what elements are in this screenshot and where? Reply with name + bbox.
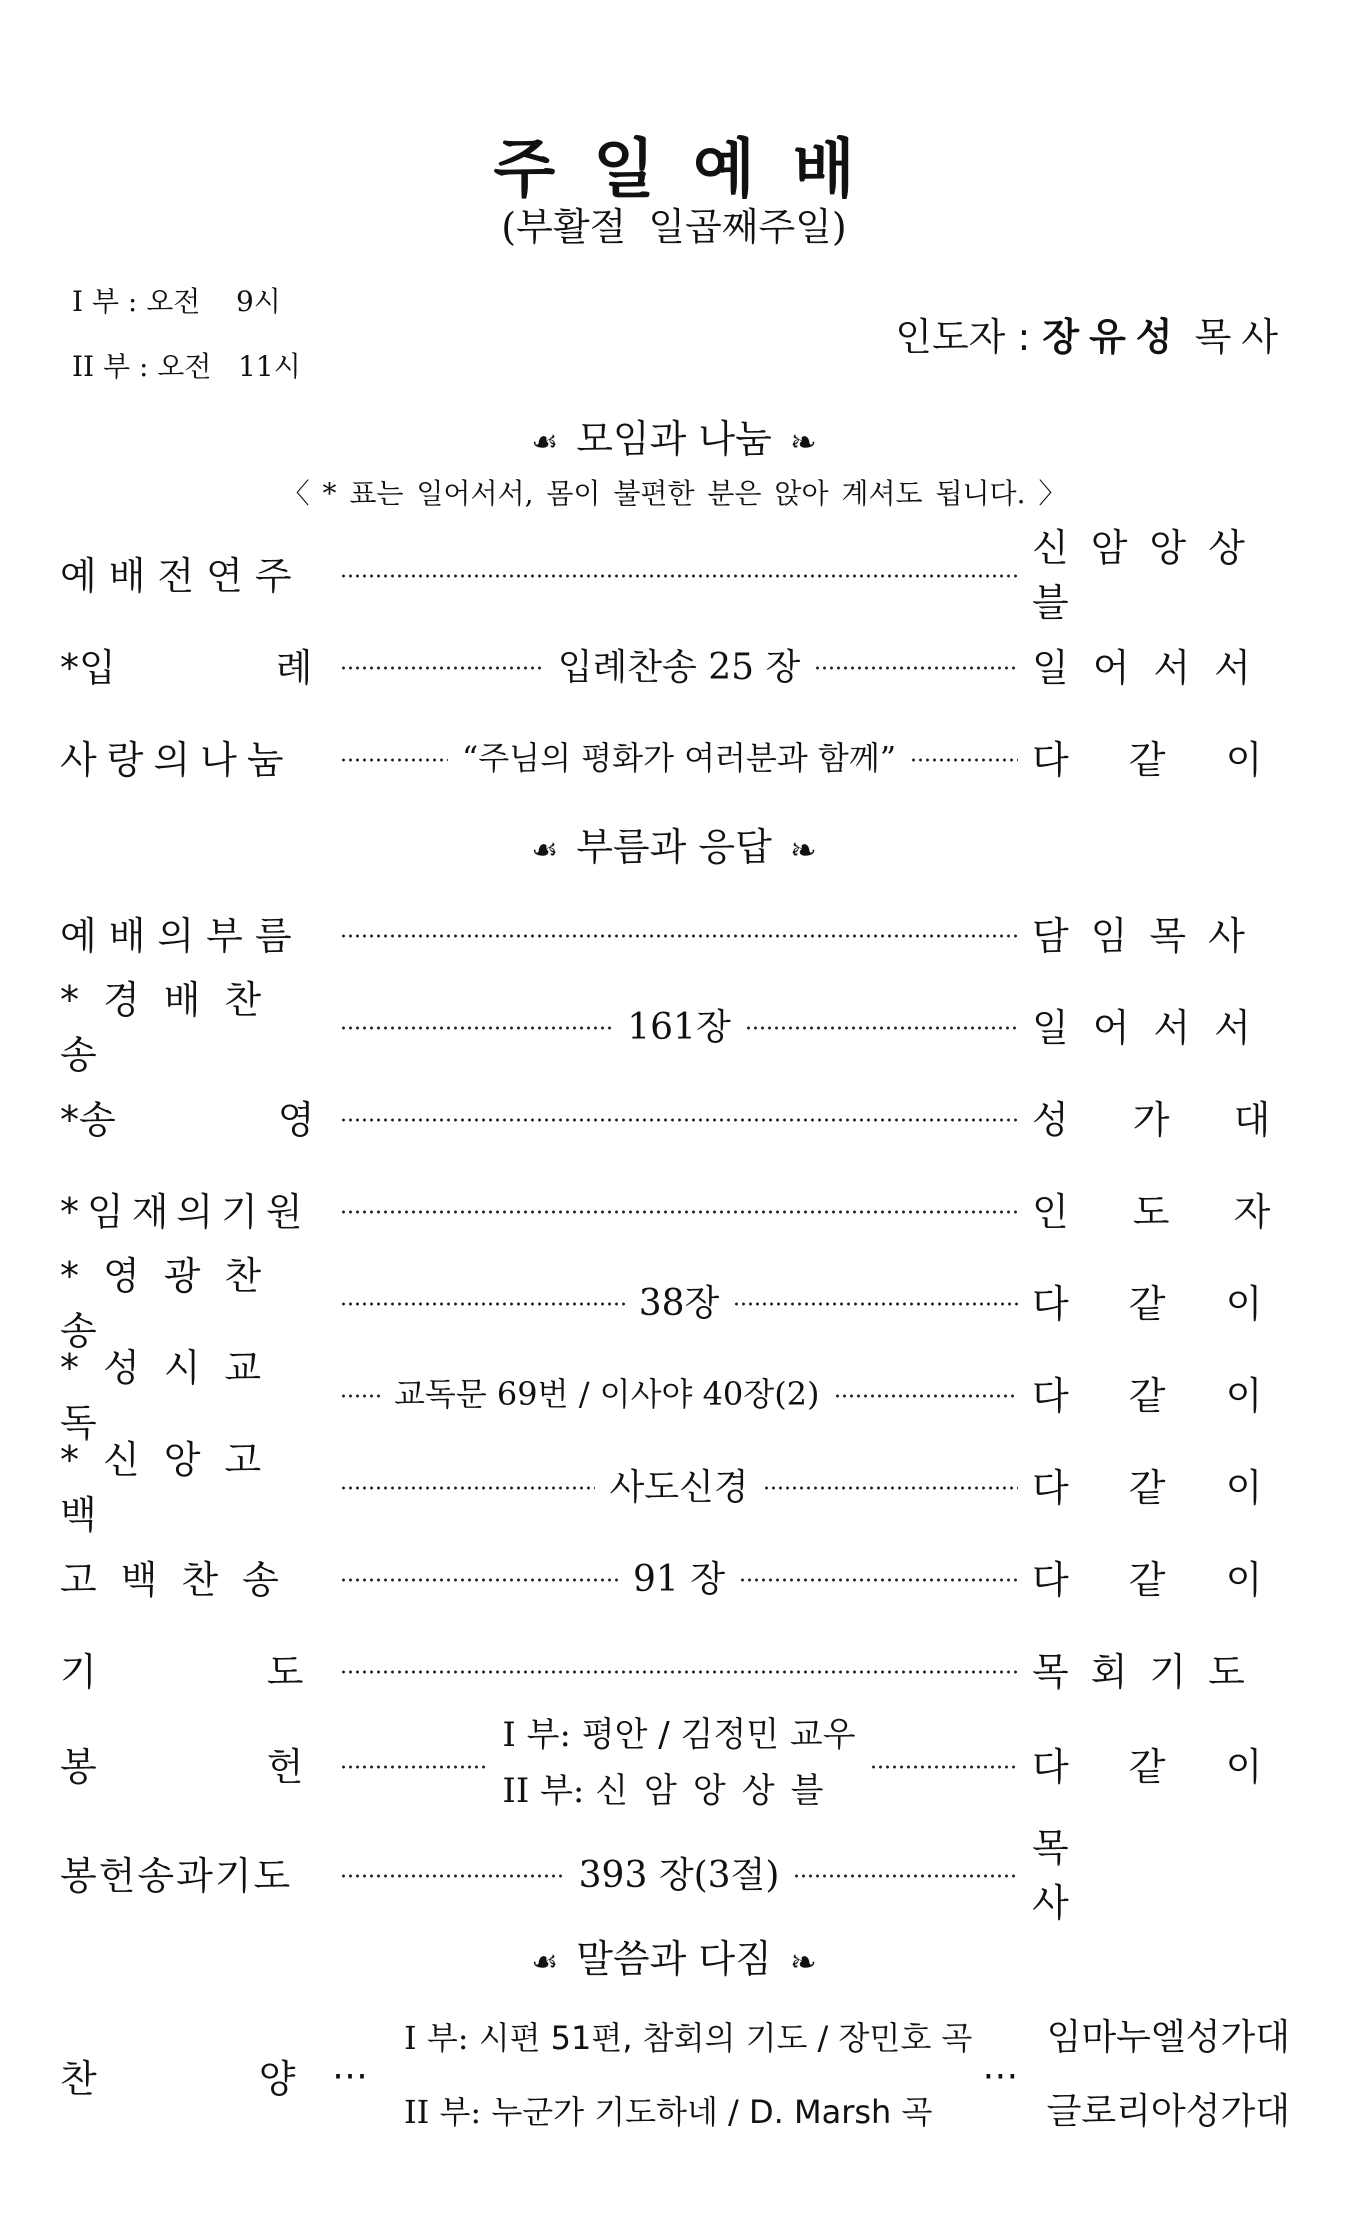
leader-dots — [733, 1302, 1018, 1306]
leader-dots — [340, 1210, 1018, 1214]
item-performer: 다 같 이 — [1032, 1373, 1263, 1418]
leader-dots — [340, 758, 448, 762]
item-performer: 성 가 대 — [1032, 1097, 1271, 1142]
section-title: 말씀과 다짐 — [576, 1937, 772, 1981]
order-item-offering — [60, 1708, 1290, 1818]
leader-dots — [340, 1394, 380, 1398]
order-item-confession — [60, 1546, 1290, 1606]
anthem-line-1: I 부: 시편 51편, 참회의 기도 / 장민호 곡 — [404, 2019, 973, 2057]
order-item-call — [60, 902, 1290, 962]
leader-dots — [340, 1874, 565, 1878]
item-performer: 일어서서 — [1032, 645, 1275, 690]
order-item-sharing — [60, 726, 1290, 786]
item-performer: 다 같 이 — [1032, 1465, 1263, 1510]
service-label: II 부 : 오전 — [72, 350, 212, 383]
item-label: *성시교독 — [60, 1346, 286, 1445]
service-time: 11시 — [238, 350, 301, 383]
service-time-2 — [72, 345, 301, 385]
anthem-details — [404, 2001, 972, 2149]
item-label: 기 도 — [60, 1649, 304, 1694]
leader-dots — [340, 1578, 619, 1582]
leader-dots — [340, 574, 1018, 578]
order-item-entrance — [60, 634, 1290, 694]
order-item-reading — [60, 1346, 1290, 1445]
anthem-line-2: II 부: 누군가 기도하네 / D. Marsh 곡 — [404, 2093, 933, 2131]
order-item-prayer — [60, 1638, 1290, 1698]
section-heading-word — [0, 1928, 1348, 1983]
ornament-icon: ☙ — [531, 1945, 559, 1980]
leader-dots — [834, 1394, 1018, 1398]
leader-dots — [910, 758, 1018, 762]
leader-dots — [739, 1578, 1018, 1582]
leader-dots — [340, 1026, 613, 1030]
item-performer: 다 같 이 — [1032, 737, 1263, 782]
section-heading-gathering — [0, 408, 1348, 463]
item-performer: 다 같 이 — [1032, 1281, 1263, 1326]
item-detail: 393 장(3절) — [578, 1854, 780, 1896]
ornament-icon: ☙ — [789, 833, 817, 868]
ornament-icon: ☙ — [531, 425, 559, 460]
leader-dots — [340, 1118, 1018, 1122]
offering-details — [502, 1707, 855, 1819]
item-performer: 인 도 자 — [1032, 1189, 1271, 1234]
section-title: 부름과 응답 — [576, 825, 772, 869]
item-label: 예배전연주 — [60, 553, 304, 598]
item-label: 봉 헌 — [60, 1744, 304, 1789]
item-label: *입 례 — [60, 645, 313, 690]
ornament-icon: ☙ — [789, 425, 817, 460]
item-performer: 목 사 — [1032, 1826, 1069, 1925]
leader-dots — [814, 666, 1018, 670]
order-item-prelude — [60, 526, 1290, 625]
leader-title: 목사 — [1194, 315, 1288, 359]
item-detail: 161장 — [627, 1006, 731, 1048]
order-item-hymn — [60, 978, 1290, 1077]
page-subtitle: (부활절 일곱째주일) — [501, 205, 847, 249]
offering-line-2: II 부: 신암앙상블 — [502, 1771, 840, 1811]
item-label: 사랑의나눔 — [60, 737, 294, 782]
item-performer: 다 같 이 — [1032, 1557, 1263, 1602]
leader-dots — [340, 666, 544, 670]
section-heading-calling — [0, 816, 1348, 871]
section-title: 모임과 나눔 — [576, 417, 772, 461]
leader-dots — [340, 934, 1018, 938]
item-detail: 91 장 — [632, 1558, 726, 1600]
item-performer: 일어서서 — [1032, 1005, 1275, 1050]
standing-note: 〈 * 표는 일어서서, 몸이 불편한 분은 앉아 계셔도 됩니다. 〉 — [281, 477, 1067, 510]
leader-name: 장유성 — [1042, 315, 1183, 359]
service-time-1 — [72, 280, 281, 320]
item-detail: 38장 — [638, 1282, 720, 1324]
leader-label: 인도자 : — [895, 315, 1031, 359]
anthem-choirs — [1047, 2001, 1290, 2149]
item-label: 예배의부름 — [60, 913, 304, 958]
item-label: *영광찬송 — [60, 1254, 286, 1353]
page-title: 주일예배 — [493, 133, 893, 207]
ellipsis: ⋯ — [982, 2054, 1019, 2096]
order-item-praise — [60, 1254, 1290, 1353]
item-detail: “주님의 평화가 여러분과 함께” — [461, 739, 897, 777]
order-item-anthem — [60, 2000, 1290, 2150]
item-performer: 신암앙상블 — [1032, 526, 1267, 625]
service-time: 9시 — [235, 285, 281, 318]
offering-line-1: I 부: 평안 / 김정민 교우 — [502, 1715, 856, 1755]
item-label: *임재의기원 — [60, 1189, 311, 1234]
item-label: 고백찬송 — [60, 1557, 303, 1602]
order-item-invocation — [60, 1178, 1290, 1238]
leader-dots — [340, 1486, 595, 1490]
leader-dots — [793, 1874, 1018, 1878]
leader-dots — [340, 1302, 625, 1306]
order-item-doxology — [60, 1086, 1290, 1146]
leader-dots — [870, 1765, 1018, 1769]
order-item-offering-prayer — [60, 1826, 1290, 1925]
choir-2: 글로리아성가대 — [1046, 2091, 1290, 2132]
order-item-creed — [60, 1438, 1290, 1537]
leader-info — [895, 306, 1288, 361]
choir-1: 임마누엘성가대 — [1046, 2017, 1290, 2058]
ellipsis: ⋯ — [332, 2054, 368, 2096]
item-label: *신앙고백 — [60, 1438, 286, 1537]
ornament-icon: ☙ — [789, 1945, 817, 1980]
item-label: *송 영 — [60, 1097, 315, 1142]
leader-dots — [340, 1765, 488, 1769]
item-label: 찬 양 — [60, 2056, 296, 2101]
service-label: I 부 : 오전 — [72, 285, 201, 318]
ornament-icon: ☙ — [531, 833, 559, 868]
item-label: *경배찬송 — [60, 978, 286, 1077]
leader-dots — [340, 1670, 1018, 1674]
item-label: 봉헌송과기도 — [60, 1853, 293, 1898]
item-detail: 교독문 69번 / 이사야 40장(2) — [394, 1375, 820, 1413]
item-performer: 목회기도 — [1032, 1649, 1267, 1694]
item-detail: 사도신경 — [609, 1466, 749, 1508]
item-performer: 담임목사 — [1032, 913, 1267, 958]
leader-dots — [763, 1486, 1018, 1490]
leader-dots — [745, 1026, 1018, 1030]
item-performer: 다 같 이 — [1032, 1744, 1263, 1789]
item-detail: 입례찬송 25 장 — [557, 646, 801, 688]
